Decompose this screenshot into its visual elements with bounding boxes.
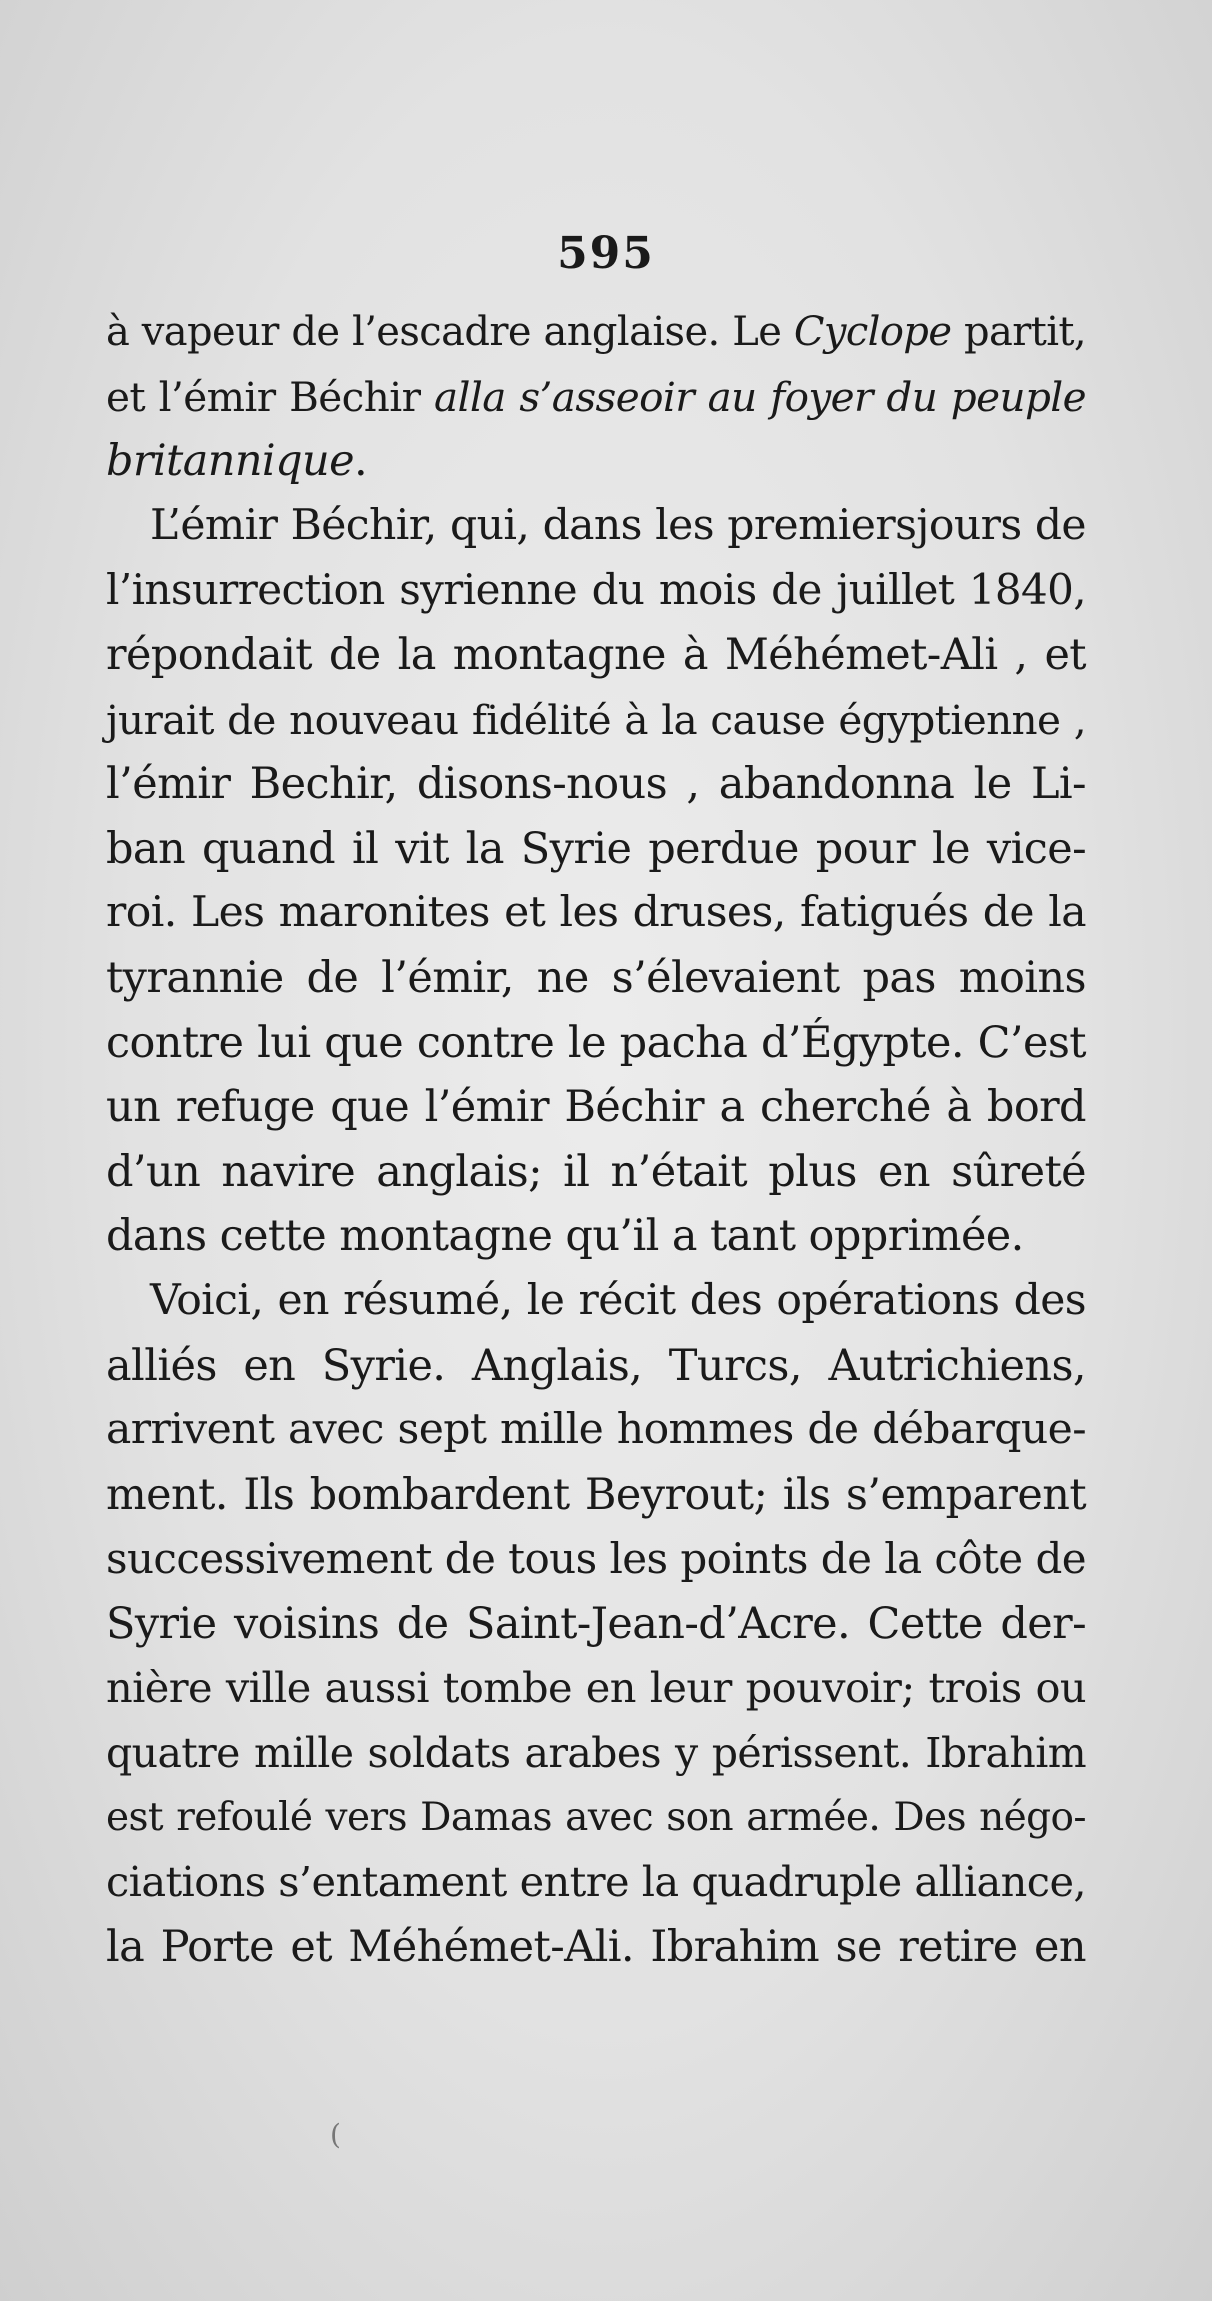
text-segment: Voici, en résumé, le récit des opérations des — [150, 1275, 1086, 1325]
text-segment: ban quand il vit la Syrie perdue pour le vice- — [106, 823, 1086, 874]
text-segment: quatre mille soldats arabes y périssent. Ibrahim — [106, 1729, 1086, 1778]
text-segment: et l’émir Béchir — [106, 372, 434, 421]
text-line — [106, 1011, 1086, 1076]
text-line — [106, 1075, 1086, 1140]
text-segment: l’insurrection syrienne du mois de juillet 1840, — [106, 565, 1086, 615]
text-line — [106, 881, 1086, 946]
text-segment: tyrannie de l’émir, ne s’élevaient pas moins — [106, 952, 1086, 1003]
text-line — [106, 946, 1086, 1011]
text-line — [106, 1334, 1086, 1399]
text-segment: alliés en Syrie. Anglais, Turcs, Autrichiens, — [106, 1340, 1086, 1391]
body-text — [106, 300, 1086, 1979]
text-segment: successivement de tous les points de la côte de — [106, 1534, 1086, 1584]
text-line — [106, 494, 1086, 559]
text-line — [106, 365, 1086, 430]
text-segment: ciations s’entament entre la quadruple alliance, — [106, 1857, 1086, 1907]
text-segment: roi. Les maronites et les druses, fatigués de la — [106, 888, 1086, 938]
italic-text: Cyclope — [793, 309, 952, 355]
text-segment: l’émir Bechir, disons-nous , abandonna le Li- — [106, 759, 1086, 810]
text-segment: Syrie voisins de Saint-Jean-d’Acre. Cette der- — [106, 1598, 1086, 1649]
text-segment: jurait de nouveau fidélité à la cause égyptienne , — [106, 695, 1086, 744]
text-line — [106, 1140, 1086, 1205]
page-number: 595 — [557, 228, 655, 279]
text-segment: L’émir Béchir, qui, dans les premiersjours de — [150, 500, 1086, 550]
text-line — [106, 1527, 1086, 1592]
text-segment: nière ville aussi tombe en leur pouvoir; trois ou — [106, 1663, 1086, 1713]
text-segment: ment. Ils bombardent Beyrout; ils s’emparent — [106, 1469, 1086, 1520]
text-line — [106, 1915, 1086, 1980]
stray-mark: ( — [330, 2118, 341, 2151]
text-segment: un refuge que l’émir Béchir a cherché à bord — [106, 1082, 1086, 1133]
text-line — [106, 558, 1086, 623]
text-line — [106, 1850, 1086, 1915]
text-line — [106, 623, 1086, 688]
text-line — [106, 300, 1086, 365]
text-line — [106, 1269, 1086, 1334]
italic-text: britannique — [106, 436, 354, 487]
text-segment: est refoulé vers Damas avec son armée. Des négo- — [106, 1794, 1086, 1840]
text-segment: la Porte et Méhémet-Ali. Ibrahim se retire en — [106, 1921, 1086, 1972]
text-line — [106, 1721, 1086, 1786]
text-segment: . — [353, 436, 368, 487]
text-segment: à vapeur de l’escadre anglaise. Le — [106, 309, 794, 355]
text-segment: répondait de la montagne à Méhémet-Ali , et — [106, 629, 1086, 680]
text-segment: dans cette montagne qu’il a tant opprimée. — [106, 1211, 1024, 1262]
text-line — [106, 688, 1086, 753]
text-segment: partit, — [951, 309, 1086, 355]
text-segment: d’un navire anglais; il n’était plus en sûreté — [106, 1146, 1086, 1197]
text-line — [106, 1398, 1086, 1463]
text-line — [106, 429, 1086, 494]
text-segment: arrivent avec sept mille hommes de débarque- — [106, 1405, 1086, 1455]
text-line — [106, 1463, 1086, 1528]
text-line — [106, 817, 1086, 882]
text-line — [106, 1204, 1086, 1269]
text-line — [106, 1786, 1086, 1851]
text-line — [106, 752, 1086, 817]
text-segment: contre lui que contre le pacha d’Égypte. C’est — [106, 1017, 1086, 1068]
italic-text: alla s’asseoir au foyer du peuple — [433, 372, 1086, 421]
text-line — [106, 1592, 1086, 1657]
text-line — [106, 1656, 1086, 1721]
